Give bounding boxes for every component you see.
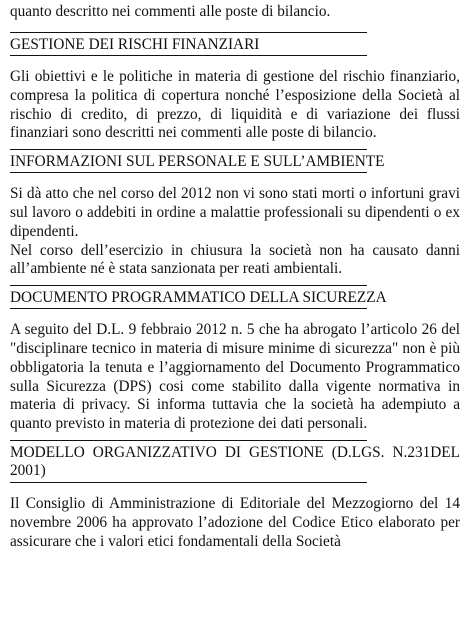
section-rule-bottom (10, 482, 367, 483)
section-heading: MODELLO ORGANIZZATIVO DI GESTIONE (D.LGS. N.231DEL 2001) (10, 443, 460, 480)
section-informazioni-personale-ambiente (10, 149, 460, 279)
section-paragraph: Il Consiglio di Amministrazione di Editoriale del Mezzogiorno del 14 novembre 2006 ha approvato l’adozione del Codice Etico elaborato per assicurare che i valori etici fondamentali della Società (10, 494, 460, 550)
section-paragraph: A seguito del D.L. 9 febbraio 2012 n. 5 che ha abrogato l’articolo 26 del "disciplinare tecnico in materia di misure minime di sicurezza" non è più obbligatoria la tenuta e l’aggiornamento del Documento Programmatico sulla Sicurezza (DPS) cosi come stabilito dalla vigente normativa in materia di privacy. Si informa tuttavia che la società ha adempiuto a quanto previsto in materia di protezione dei dati personali. (10, 321, 460, 433)
section-rule-bottom (10, 55, 367, 56)
section-paragraph: Si dà atto che nel corso del 2012 non vi sono stati morti o infortuni gravi sul lavoro o addebiti in ordine a malattie professionali su dipendenti o ex dipendenti. (10, 185, 460, 240)
section-heading: DOCUMENTO PROGRAMMATICO DELLA SICUREZZA (10, 289, 387, 307)
intro-tail-text: quanto descritto nei commenti alle poste di bilancio. (10, 3, 331, 20)
section-paragraph: Nel corso dell’esercizio in chiusura la società non ha causato danni all’ambiente né è stata sanzionata per reati ambientali. (10, 241, 460, 278)
section-heading: INFORMAZIONI SUL PERSONALE E SULL’AMBIENTE (10, 153, 385, 171)
section-documento-programmatico-sicurezza (10, 285, 460, 434)
section-rule-top (10, 285, 367, 286)
section-modello-organizzativo (10, 440, 460, 551)
section-rule-bottom (10, 172, 367, 173)
section-rule-top (10, 149, 367, 150)
section-paragraph: Gli obiettivi e le politiche in materia di gestione del rischio finanziario, compresa la politica di copertura nonché l’esposizione della Società al rischio di credito, di prezzo, di liquidità e di variazione dei flussi finanziari sono descritti nei commenti alle poste di bilancio. (10, 68, 460, 142)
section-gestione-rischi-finanziari (10, 32, 460, 143)
section-rule-bottom (10, 308, 367, 309)
section-rule-top (10, 440, 367, 441)
section-rule-top (10, 32, 367, 33)
section-heading: GESTIONE DEI RISCHI FINANZIARI (10, 36, 260, 53)
